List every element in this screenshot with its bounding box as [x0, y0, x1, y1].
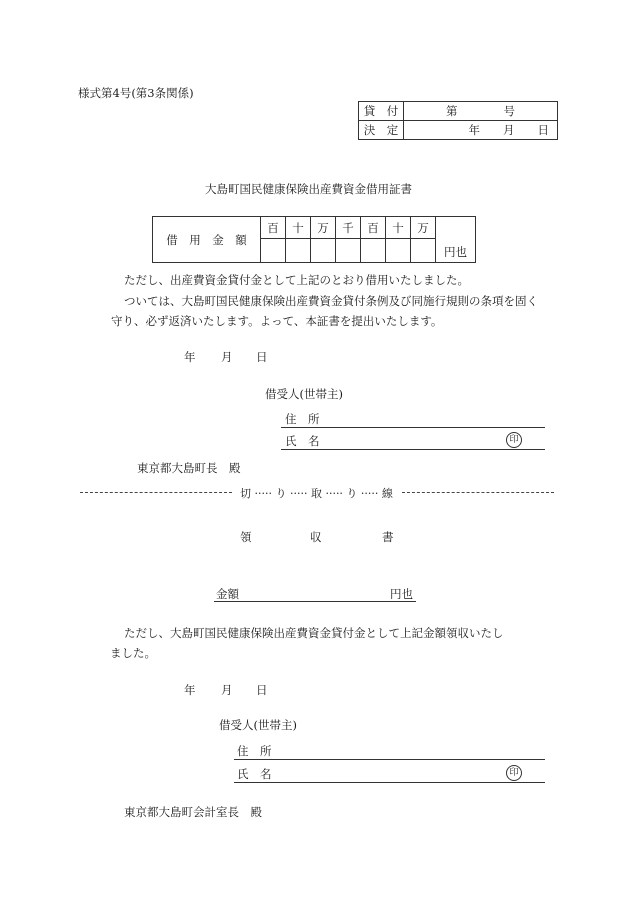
certificate-addressee: 東京都大島町長 殿 [137, 461, 241, 475]
receipt-addressee: 東京都大島町会計室長 殿 [124, 805, 262, 819]
receipt-address-label: 住 所 [237, 744, 272, 758]
digit-cell [386, 239, 411, 263]
certificate-paragraph-2-line-2: 守り、必ず返済いたします。よって、本証書を提出いたします。 [111, 314, 443, 328]
decision-label: 決 定 [359, 121, 404, 140]
digit-header: 百 [361, 217, 386, 239]
loan-number-field: 第 号 [404, 102, 558, 121]
certificate-date-month: 月 [221, 350, 233, 364]
yen-suffix: 円也 [436, 217, 476, 263]
digit-header: 十 [286, 217, 311, 239]
certificate-name-label: 氏 名 [285, 434, 320, 448]
amount-label: 借 用 金 額 [153, 217, 261, 263]
certificate-title: 大島町国民健康保険出産費資金借用証書 [205, 182, 412, 196]
digit-header: 百 [261, 217, 286, 239]
decision-date-field: 年 月 日 [404, 121, 558, 140]
receipt-name-line [234, 782, 545, 783]
digit-cell [361, 239, 386, 263]
digit-cell [261, 239, 286, 263]
digit-cell [411, 239, 436, 263]
certificate-borrower-label: 借受人(世帯主) [265, 387, 343, 401]
digit-header: 千 [336, 217, 361, 239]
digit-header: 万 [411, 217, 436, 239]
receipt-borrower-label: 借受人(世帯主) [219, 718, 297, 732]
cut-line-left-dashes [80, 492, 232, 493]
receipt-title-char: 書 [382, 530, 394, 544]
receipt-amount-label: 金額 [216, 587, 239, 601]
approval-box [358, 101, 558, 140]
digit-cell [311, 239, 336, 263]
receipt-paragraph-line-2: ました。 [110, 646, 156, 660]
cut-line-right-dashes [402, 492, 554, 493]
digit-cell [286, 239, 311, 263]
certificate-address-line [281, 427, 545, 428]
certificate-address-label: 住 所 [285, 412, 320, 426]
certificate-paragraph-2-line-1: ついては、大島町国民健康保険出産費資金貸付条例及び同施行規則の条項を固く [124, 294, 538, 308]
certificate-paragraph-1: ただし、出産費資金貸付金として上記のとおり借用いたしました。 [124, 273, 469, 287]
amount-table [152, 216, 476, 263]
receipt-name-label: 氏 名 [237, 767, 272, 781]
digit-header: 万 [311, 217, 336, 239]
receipt-amount-line [214, 601, 416, 602]
loan-label: 貸 付 [359, 102, 404, 121]
certificate-name-line [281, 449, 545, 450]
digit-header: 十 [386, 217, 411, 239]
cut-line-label: 切 ····· り ····· 取 ····· り ····· 線 [240, 487, 393, 500]
receipt-address-line [234, 759, 545, 760]
form-number: 様式第4号(第3条関係) [78, 86, 194, 100]
receipt-date-month: 月 [221, 683, 233, 697]
certificate-seal-icon: 印 [506, 432, 522, 448]
receipt-yen-suffix: 円也 [390, 587, 413, 601]
certificate-date-year: 年 [184, 350, 196, 364]
receipt-title-char: 領 [240, 530, 252, 544]
receipt-seal-icon: 印 [506, 765, 522, 781]
digit-cell [336, 239, 361, 263]
receipt-title-char: 収 [310, 530, 322, 544]
receipt-date-year: 年 [184, 683, 196, 697]
receipt-paragraph-line-1: ただし、大島町国民健康保険出産費資金貸付金として上記金額領収いたし [124, 626, 504, 640]
certificate-date-day: 日 [256, 350, 268, 364]
receipt-date-day: 日 [256, 683, 268, 697]
